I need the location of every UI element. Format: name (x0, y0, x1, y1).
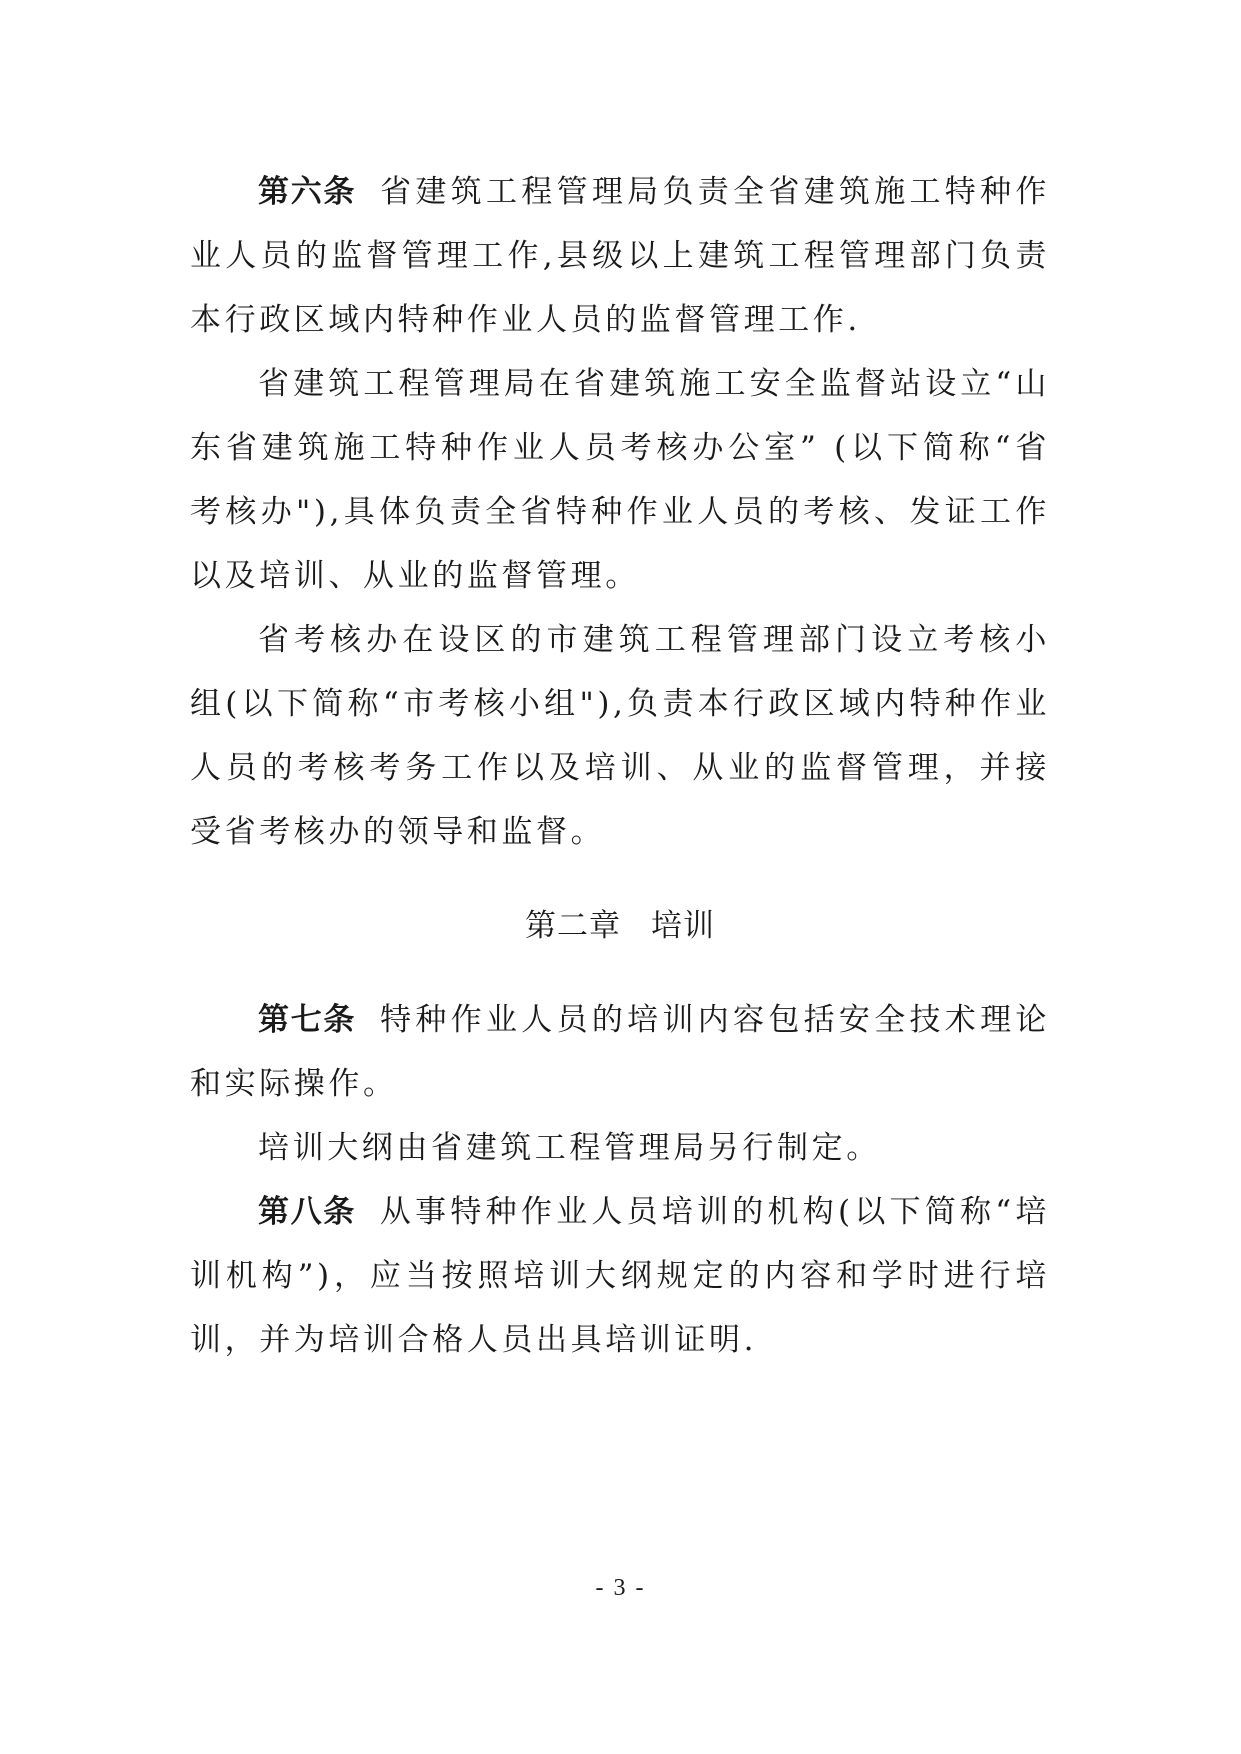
chapter-title: 培训 (651, 908, 715, 944)
article-6-paragraph (190, 160, 1050, 352)
chapter-number: 第二章 (525, 908, 621, 944)
article-8-number: 第八条 (258, 1194, 356, 1230)
article-7-text: 特种作业人员的培训内容包括安全技术理论和实际操作。 (190, 1002, 1051, 1102)
page-number: - 3 - (595, 1575, 646, 1601)
article-7-number: 第七条 (258, 1002, 357, 1038)
article-8-text: 从事特种作业人员培训的机构(以下简称“培训机构”)，应当按照培训大纲规定的内容和学时进行培训，并为培训合格人员出具培训证明. (190, 1194, 1050, 1358)
article-7-paragraph (190, 988, 1050, 1116)
page-content (190, 160, 1050, 1372)
chapter-heading (190, 894, 1050, 958)
article-6-text: 省建筑工程管理局负责全省建筑施工特种作业人员的监督管理工作,县级以上建筑工程管理部门负责本行政区域内特种作业人员的监督管理工作. (190, 174, 1051, 338)
article-7-paragraph-2: 培训大纲由省建筑工程管理局另行制定。 (258, 1130, 881, 1166)
article-6-paragraph-2: 省建筑工程管理局在省建筑施工安全监督站设立“山东省建筑施工特种作业人员考核办公室” (以下简称“省考核办"),具体负责全省特种作业人员的考核、发证工作以及培训、从业的监督管理。 (190, 366, 1050, 594)
article-6-number: 第六条 (258, 174, 357, 210)
article-8-paragraph (190, 1180, 1050, 1372)
article-6-paragraph-3: 省考核办在设区的市建筑工程管理部门设立考核小组(以下简称“市考核小组"),负责本行政区域内特种作业人员的考核考务工作以及培训、从业的监督管理，并接受省考核办的领导和监督。 (190, 622, 1050, 850)
